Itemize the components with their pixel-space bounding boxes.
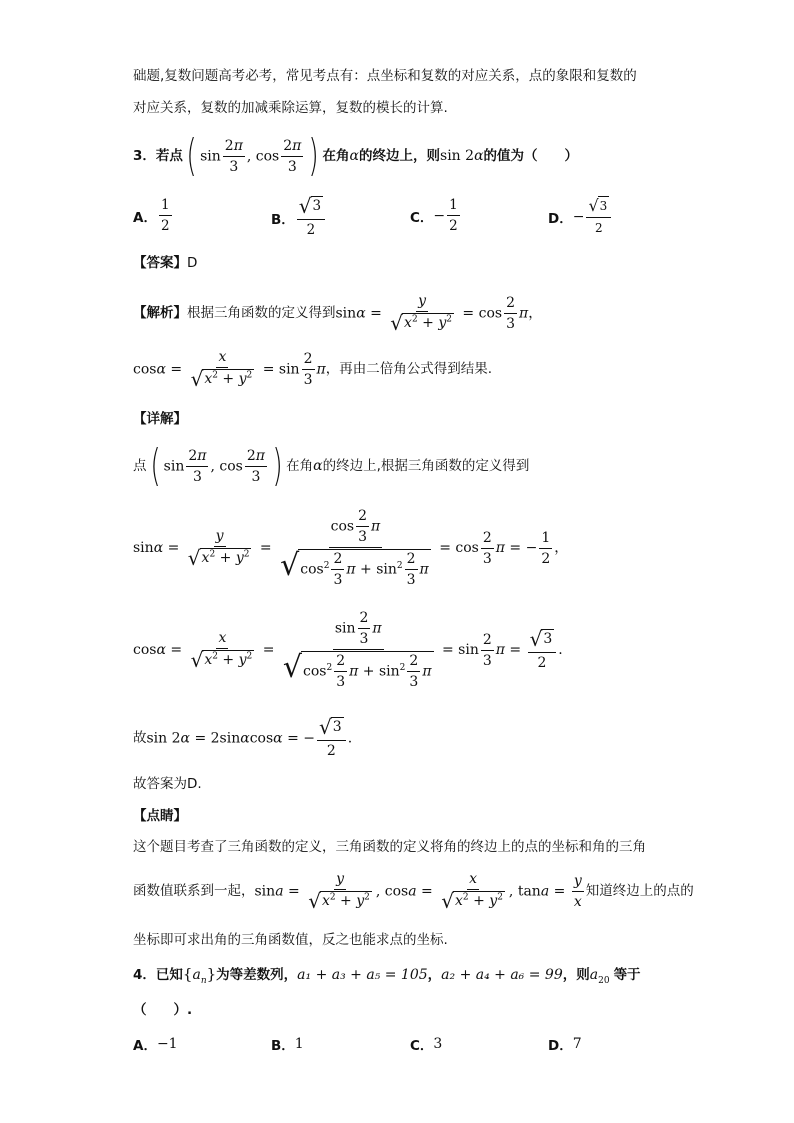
q4-option-c[interactable] xyxy=(410,1034,442,1054)
sin-alpha-derivation: sinα = y √ $x^2 + y^2$ = cos $\frac{2}{3}$ π √ $\cos^2$ $\frac{2}{3}$ $\pi + \sin^2$ $\frac{2}{3}$ π = cos $\frac{2}{3}$ π = − $\frac{1}{2}$ ， xyxy=(133,508,569,588)
sin-2alpha-result: 故 sin 2α = 2sinαcosα = − √ 3 2 . xyxy=(133,714,353,759)
option-letter: A． xyxy=(133,1038,157,1054)
comment-line-2-prefix: 函数值联系到一起， xyxy=(133,883,255,899)
analysis-text-2: ，再由二倍角公式得到结果. xyxy=(325,361,492,377)
question-3-prefix: 若点 xyxy=(155,148,183,164)
detail-point-suffix-a: 在角 xyxy=(286,458,314,474)
option-letter: A． xyxy=(133,209,157,226)
right-paren: ) xyxy=(308,130,320,181)
question-4-prefix: 已知 xyxy=(155,966,183,983)
question-4-number: 4． xyxy=(133,966,156,983)
option-letter: C． xyxy=(410,209,434,226)
equation-2: a₂ + a₄ + a₆ = 99 xyxy=(441,966,563,983)
detail-point-prefix: 点 xyxy=(133,458,147,474)
question-3-stem xyxy=(133,130,579,181)
analysis-text-1: 根据三角函数的定义得到 xyxy=(187,305,336,321)
question-4-tail: 等于 xyxy=(613,966,641,983)
intro-line-1: 础题,复数问题高考必考，常见考点有：点坐标和复数的对应关系，点的象限和复数的 xyxy=(133,68,637,84)
q4-option-d[interactable] xyxy=(548,1034,582,1054)
alpha-symbol: α xyxy=(349,148,360,164)
detail-point-line xyxy=(133,440,530,491)
q4-option-b[interactable] xyxy=(271,1034,304,1054)
comment-label: 【点睛】 xyxy=(133,808,187,824)
alpha-symbol: α xyxy=(313,458,323,474)
so-prefix: 故 xyxy=(133,730,147,746)
sequence-symbol: $\{a_n\}$ xyxy=(182,965,217,986)
question-3-suffix-c: 的值为（ ） xyxy=(483,148,579,164)
analysis-label: 【解析】 xyxy=(133,305,187,321)
option-c-value: 3 xyxy=(433,1036,443,1052)
point-coords: sin $\frac{2\pi}{3}$ , cos $\frac{2\pi}{3}$ xyxy=(163,447,265,485)
analysis-line-2 xyxy=(133,346,492,392)
right-paren: ) xyxy=(272,440,283,491)
q3-option-a[interactable] xyxy=(133,196,174,235)
option-letter: B． xyxy=(271,1038,295,1054)
option-a-value: −1 xyxy=(156,1036,178,1052)
point-coords: sin $\frac{2\pi}{3}$ , cos $\frac{2\pi}{3}$ xyxy=(200,137,302,175)
answer-line xyxy=(133,253,197,273)
cos-alpha-definition: cosα = x √ $x^2 + y^2$ = sin $\frac{2}{3}$ π xyxy=(133,348,326,391)
question-4-then: ，则 xyxy=(562,966,590,983)
option-letter: B． xyxy=(271,211,295,228)
question-4-sep: ， xyxy=(427,966,442,983)
answer-label: 【答案】 xyxy=(133,255,187,271)
option-b-value: 1 xyxy=(294,1036,304,1052)
left-paren: ( xyxy=(186,130,197,181)
option-c-value: $\frac{1}{2}$ xyxy=(449,197,458,234)
q4-option-a[interactable] xyxy=(133,1034,178,1054)
option-letter: C． xyxy=(410,1038,434,1054)
q3-option-c[interactable]: C． − $\frac{1}{2}$ xyxy=(410,197,458,234)
comment-line-1: 这个题目考查了三角函数的定义，三角函数的定义将角的终边上的点的坐标和角的三角 xyxy=(133,839,646,855)
sin-2alpha: sin 2α xyxy=(440,148,484,164)
detail-point-suffix-b: 的终边上,根据三角函数的定义得到 xyxy=(322,458,530,474)
detail-conclusion: 故答案为D. xyxy=(133,776,202,792)
comment-line-3: 坐标即可求出角的三角函数值，反之也能求点的坐标. xyxy=(133,932,448,948)
question-4-mid: 为等差数列， xyxy=(216,966,298,983)
cos-alpha-derivation: cosα = x √ $x^2 + y^2$ = sin $\frac{2}{3}$ π √ $\cos^2$ $\frac{2}{3}$ $\pi + \sin^2$ $\frac{2}{3}$ π = sin $\frac{2}{3}$ π = √ 3 2 . xyxy=(133,610,563,690)
left-paren: ( xyxy=(149,440,161,491)
detail-label: 【详解】 xyxy=(133,411,187,427)
sin-alpha-definition: sinα = y √ $x^2 + y^2$ = cos $\frac{2}{3}$ π， xyxy=(335,292,543,335)
answer-value: D xyxy=(187,255,198,271)
equation-1: a₁ + a₃ + a₅ = 105 xyxy=(297,966,428,983)
question-4-paren: （ ）. xyxy=(133,1002,193,1018)
option-letter: D． xyxy=(548,210,573,227)
option-letter: D． xyxy=(548,1038,573,1054)
intro-line-2: 对应关系，复数的加减乘除运算，复数的模长的计算. xyxy=(133,100,448,116)
analysis-line-1 xyxy=(133,290,542,336)
question-4-stem xyxy=(133,964,641,985)
trig-definitions: sina = y √ $x^2 + y^2$ , cosa = x √ $x^2 + y^2$ , tana = $\frac{y}{x}$ xyxy=(254,870,582,913)
comment-line-2 xyxy=(133,868,694,914)
question-3-suffix-a: 在角 xyxy=(322,148,350,164)
q3-option-b[interactable] xyxy=(271,196,327,239)
comment-line-2-suffix: 知道终边上的点的 xyxy=(585,883,694,899)
option-d-value: 7 xyxy=(572,1036,582,1052)
q3-option-d[interactable]: D． − √ 3 2 xyxy=(548,196,613,237)
option-a-value: $\frac{1}{2}$ xyxy=(160,197,170,234)
a20-symbol: $a_{20}$ xyxy=(589,966,610,986)
question-3-suffix-b: 的终边上，则 xyxy=(359,148,441,164)
question-3-number: 3． xyxy=(133,148,156,164)
option-d-value: √ 3 2 xyxy=(586,196,611,237)
option-b-value: √ 3 2 xyxy=(297,196,325,239)
